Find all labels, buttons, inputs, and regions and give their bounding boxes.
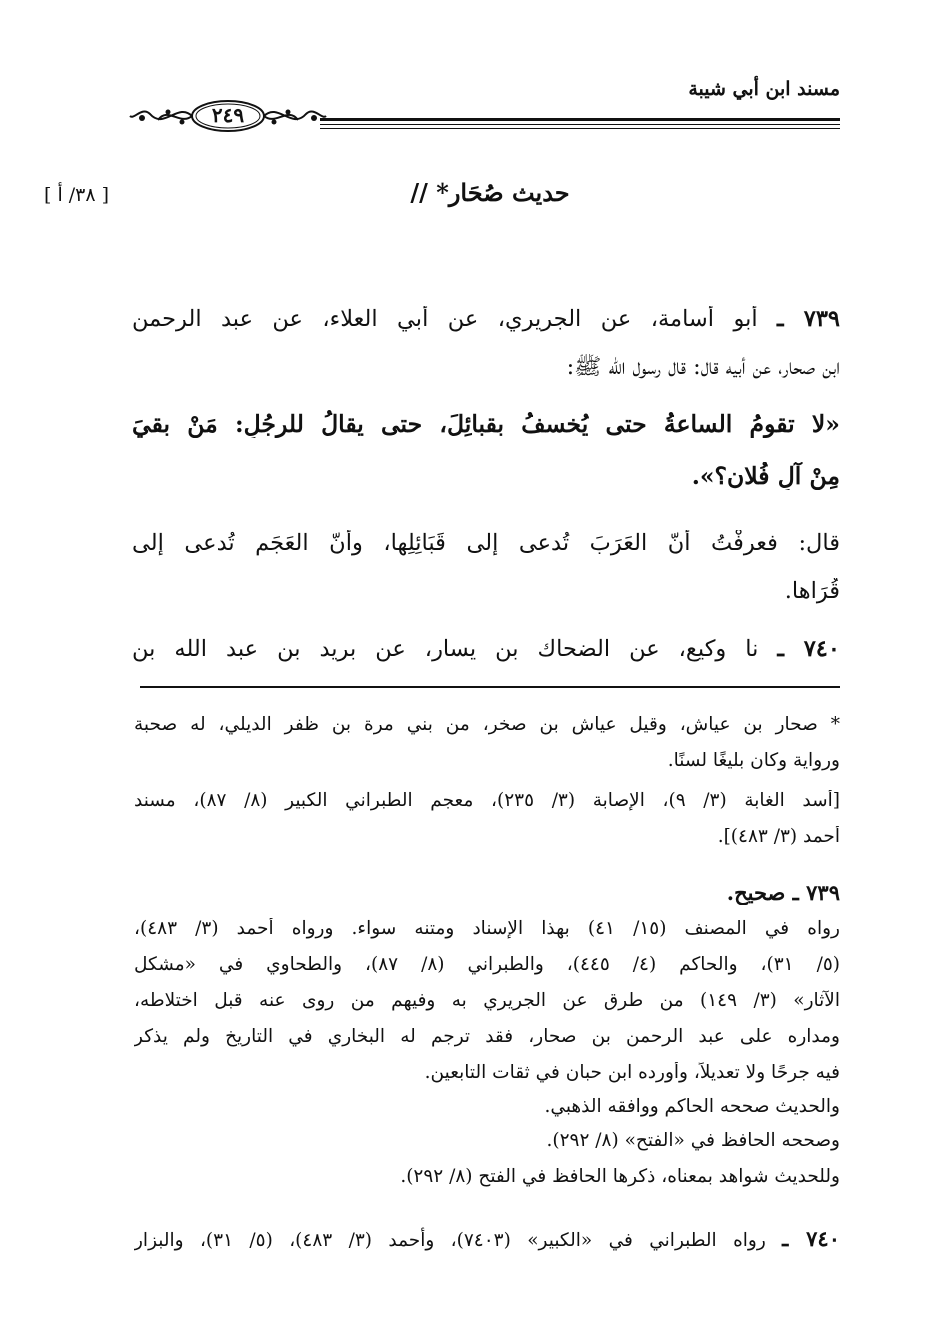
footnote-739-line-4: ومداره على عبد الرحمن بن صحار، فقد ترجم له البخاري في التاريخ ولم يذكر bbox=[134, 1026, 840, 1047]
footnote-separator bbox=[140, 686, 840, 688]
header-rules bbox=[320, 118, 840, 129]
footnote-739-line-7: وصححه الحافظ في «الفتح» (٨/ ٢٩٢). bbox=[546, 1130, 840, 1151]
footnote-number: ٧٤٠ ـ bbox=[782, 1226, 840, 1251]
page-number: ٢٤٩ bbox=[211, 103, 245, 127]
hadith-739-line-2: ابن صحار، عن أبيه قال: قال رسول الله ﷺ: bbox=[566, 354, 840, 380]
footnote-739-line-8: وللحديث شواهد بمعناه، ذكرها الحافظ في الفتح (٨/ ٢٩٢). bbox=[400, 1166, 840, 1187]
manuscript-folio-reference: [ ٣٨/ أ ] bbox=[44, 184, 110, 206]
hadith-739-matn-line-2: مِنْ آلِ فُلان؟». bbox=[691, 462, 840, 490]
hadith-739-line-1 bbox=[132, 306, 840, 332]
footnote-739-line-5: فيه جرحًا ولا تعديلاً، وأورده ابن حبان في ثقات التابعين. bbox=[424, 1062, 840, 1083]
hadith-text: نا وكيع، عن الضحاك بن يسار، عن بريد بن عبد الله بن bbox=[132, 636, 759, 662]
footnote-739-heading: ٧٣٩ ـ صحيح. bbox=[726, 880, 840, 905]
hadith-740-line-1 bbox=[132, 636, 840, 662]
footnote-739-line-1: رواه في المصنف (١٥/ ٤١) بهذا الإسناد ومتنه سواء. ورواه أحمد (٣/ ٤٨٣)، bbox=[134, 918, 840, 939]
footnote-739-line-6: والحديث صححه الحاكم ووافقه الذهبي. bbox=[544, 1096, 840, 1117]
hadith-number: ٧٣٩ ـ bbox=[777, 306, 840, 332]
hadith-section-title: حديث صُحَار* // bbox=[410, 178, 570, 207]
running-title: مسند ابن أبي شيبة bbox=[688, 78, 840, 100]
hadith-739-line-5: قال: فعرفْتُ أنّ العَرَبَ تُدعى إلى قَبَائِلِها، وأنّ العَجَم تُدعى إلى bbox=[132, 530, 840, 556]
footnote-bio-line-1: * صحار بن عياش، وقيل عياش بن صخر، من بني مرة بن ظفر الديلي، له صحبة bbox=[134, 714, 840, 735]
hadith-739-matn-line-1: «لا تقومُ الساعةُ حتى يُخسفُ بقبائِلَ، حتى يقالُ للرجُلِ: مَنْ بقيَ bbox=[132, 410, 840, 438]
hadith-text: أبو أسامة، عن الجريري، عن أبي العلاء، عن عبد الرحمن bbox=[132, 306, 758, 332]
hadith-739-line-6: قُرَاها. bbox=[784, 578, 840, 604]
footnote-bio-line-4: أحمد (٣/ ٤٨٣)]. bbox=[717, 826, 840, 847]
footnote-bio-line-3: [أسد الغابة (٣/ ٩)، الإصابة (٣/ ٢٣٥)، معجم الطبراني الكبير (٨/ ٨٧)، مسند bbox=[134, 790, 840, 811]
footnote-740-line-1 bbox=[134, 1226, 840, 1251]
footnote-739-line-3: الآثار» (٣/ ١٤٩) من طرق عن الجريري به وفيهم من روى عنه قبل اختلاطه، bbox=[134, 990, 840, 1011]
footnote-bio-line-2: ورواية وكان بليغًا لسنًا. bbox=[667, 750, 840, 771]
footnote-text: رواه الطبراني في «الكبير» (٧٤٠٣)، وأحمد (٣/ ٤٨٣)، (٥/ ٣١)، والبزار bbox=[134, 1230, 766, 1251]
hadith-number: ٧٤٠ ـ bbox=[777, 636, 840, 662]
footnote-739-line-2: (٥/ ٣١)، والحاكم (٤/ ٤٤٥)، والطبراني (٨/ ٨٧)، والطحاوي في «مشكل bbox=[134, 954, 840, 975]
